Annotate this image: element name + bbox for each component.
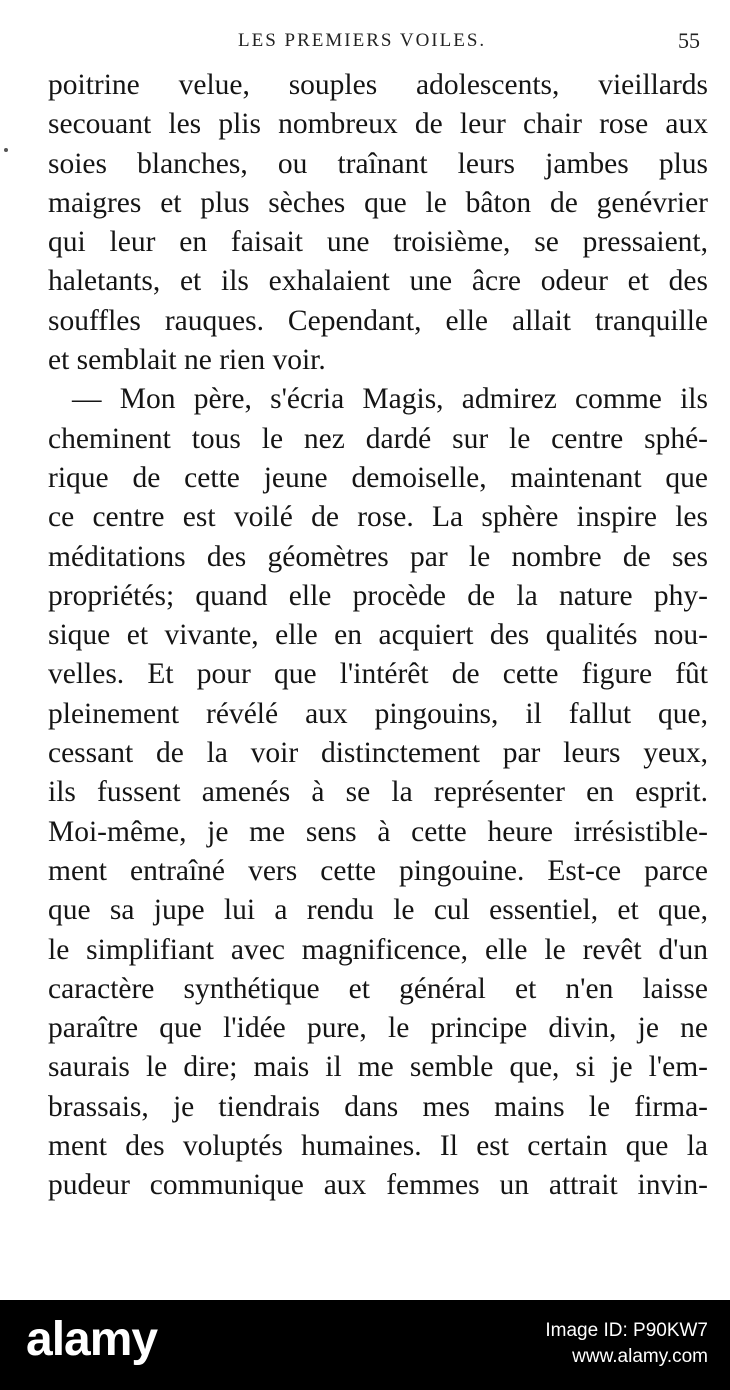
text-line: ce centre est voilé de rose. La sphère inspire les [48, 501, 708, 534]
text-line: paraître que l'idée pure, le principe divin, je ne [48, 1012, 708, 1045]
text-line: sique et vivante, elle en acquiert des qualités nou- [48, 619, 708, 652]
text-line: haletants, et ils exhalaient une âcre odeur et des [48, 265, 708, 298]
text-line: cheminent tous le nez dardé sur le centre sphé- [48, 422, 708, 455]
text-line: Moi-même, je me sens à cette heure irrésistible- [48, 815, 708, 848]
text-line: le simplifiant avec magnificence, elle le revêt d'un [48, 933, 708, 966]
text-line: méditations des géomètres par le nombre de ses [48, 540, 708, 573]
image-info [545, 1318, 708, 1370]
text-line: pleinement révélé aux pingouins, il fallut que, [48, 697, 708, 730]
text-line: maigres et plus sèches que le bâton de genévrier [48, 186, 708, 219]
text-line: rique de cette jeune demoiselle, maintenant que [48, 461, 708, 494]
text-line: cessant de la voir distinctement par leurs yeux, [48, 737, 708, 770]
watermark-banner [0, 1300, 730, 1390]
text-line: brassais, je tiendrais dans mes mains le firma- [48, 1090, 708, 1123]
text-line: qui leur en faisait une troisième, se pressaient, [48, 226, 708, 259]
text-line: pudeur communique aux femmes un attrait invin- [48, 1169, 708, 1202]
text-line: caractère synthétique et général et n'en laisse [48, 972, 708, 1005]
text-line: ment des voluptés humaines. Il est certain que la [48, 1130, 708, 1163]
running-title: LES PREMIERS VOILES. [238, 30, 487, 51]
image-id: Image ID: P90KW7 [545, 1320, 708, 1341]
text-line: ment entraîné vers cette pingouine. Est-ce parce [48, 854, 708, 887]
text-line: souffles rauques. Cependant, elle allait tranquille [48, 304, 708, 337]
page-number: 55 [678, 28, 700, 53]
alamy-logo: alamy [26, 1313, 158, 1366]
text-line: velles. Et pour que l'intérêt de cette figure fût [48, 658, 708, 691]
text-line: ils fussent amenés à se la représenter en esprit. [48, 776, 708, 809]
text-line: que sa jupe lui a rendu le cul essentiel, et que, [48, 894, 708, 927]
paragraph-end-line: et semblait ne rien voir. [48, 344, 326, 377]
text-line: poitrine velue, souples adolescents, vieillards [48, 69, 708, 101]
text-line: saurais le dire; mais il me semble que, si je l'em- [48, 1051, 708, 1084]
text-line: propriétés; quand elle procède de la nature phy- [48, 579, 708, 612]
site-url: www.alamy.com [572, 1346, 708, 1367]
page-header [48, 30, 708, 60]
body-text [48, 66, 708, 1206]
text-line: soies blanches, ou traînant leurs jambes plus [48, 147, 708, 180]
margin-speck [4, 148, 8, 152]
text-line: secouant les plis nombreux de leur chair rose aux [48, 108, 708, 141]
text-line: — Mon père, s'écria Magis, admirez comme ils [72, 383, 708, 416]
